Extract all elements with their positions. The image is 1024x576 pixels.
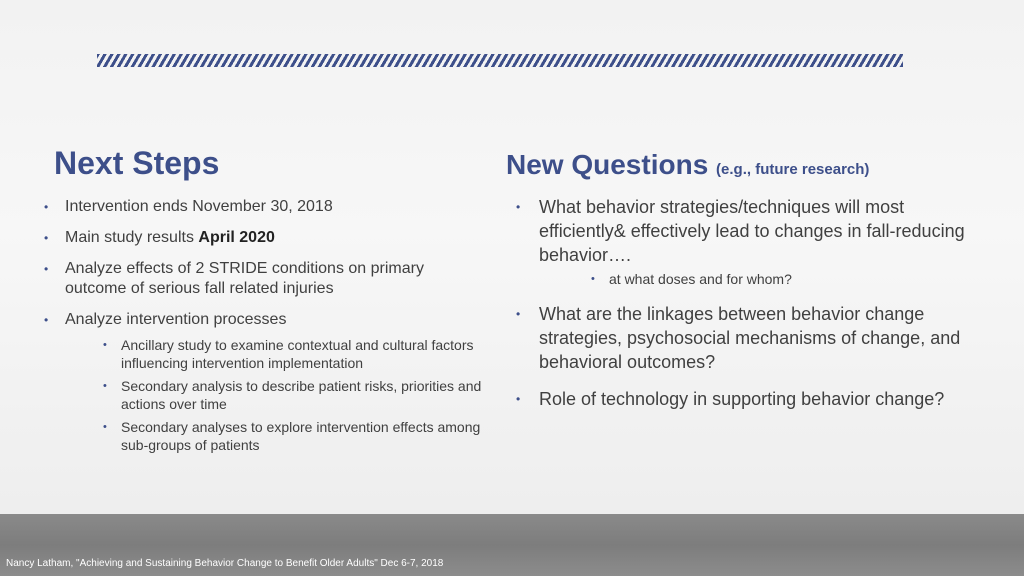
sub-list-item: • at what doses and for whom?	[591, 269, 976, 289]
list-item: • Role of technology in supporting behavior change?	[506, 387, 976, 411]
heading-subtitle: (e.g., future research)	[716, 161, 870, 178]
sub-list-item: • Secondary analyses to explore intervention effects among sub-groups of patients	[103, 418, 484, 454]
results-date: April 2020	[198, 229, 275, 247]
sub-list	[591, 269, 976, 289]
decorative-stripe	[97, 54, 903, 67]
sub-list	[103, 336, 484, 454]
new-questions-heading: New Questions (e.g., future research)	[506, 149, 870, 180]
next-steps-heading: Next Steps	[54, 145, 220, 181]
list-item: • Analyze intervention processes • Ancillary study to examine contextual and cultural factors influencing intervention implementation • Secondary analysis to describe patient risks, priorities and actions over time • Secondary analyses to explore intervention effects among sub-groups of patients	[44, 310, 484, 454]
list-item: • Intervention ends November 30, 2018	[44, 197, 484, 217]
new-questions-list	[506, 195, 976, 411]
list-item: • Main study results April 2020	[44, 228, 484, 248]
next-steps-column	[44, 146, 484, 465]
next-steps-list	[44, 197, 484, 454]
list-item: • What behavior strategies/techniques will most efficiently& effectively lead to changes in fall-reducing behavior…. • at what doses and for whom?	[506, 195, 976, 289]
sub-list-item: • Secondary analysis to describe patient risks, priorities and actions over time	[103, 377, 484, 413]
list-item: • Analyze effects of 2 STRIDE conditions on primary outcome of serious fall related injuries	[44, 259, 484, 299]
footer-citation: Nancy Latham, "Achieving and Sustaining Behavior Change to Benefit Older Adults" Dec 6-7, 2018	[6, 558, 444, 569]
sub-list-item: • Ancillary study to examine contextual and cultural factors influencing intervention implementation	[103, 336, 484, 372]
new-questions-column	[506, 150, 976, 424]
list-item: • What are the linkages between behavior change strategies, psychosocial mechanisms of change, and behavioral outcomes?	[506, 302, 976, 374]
